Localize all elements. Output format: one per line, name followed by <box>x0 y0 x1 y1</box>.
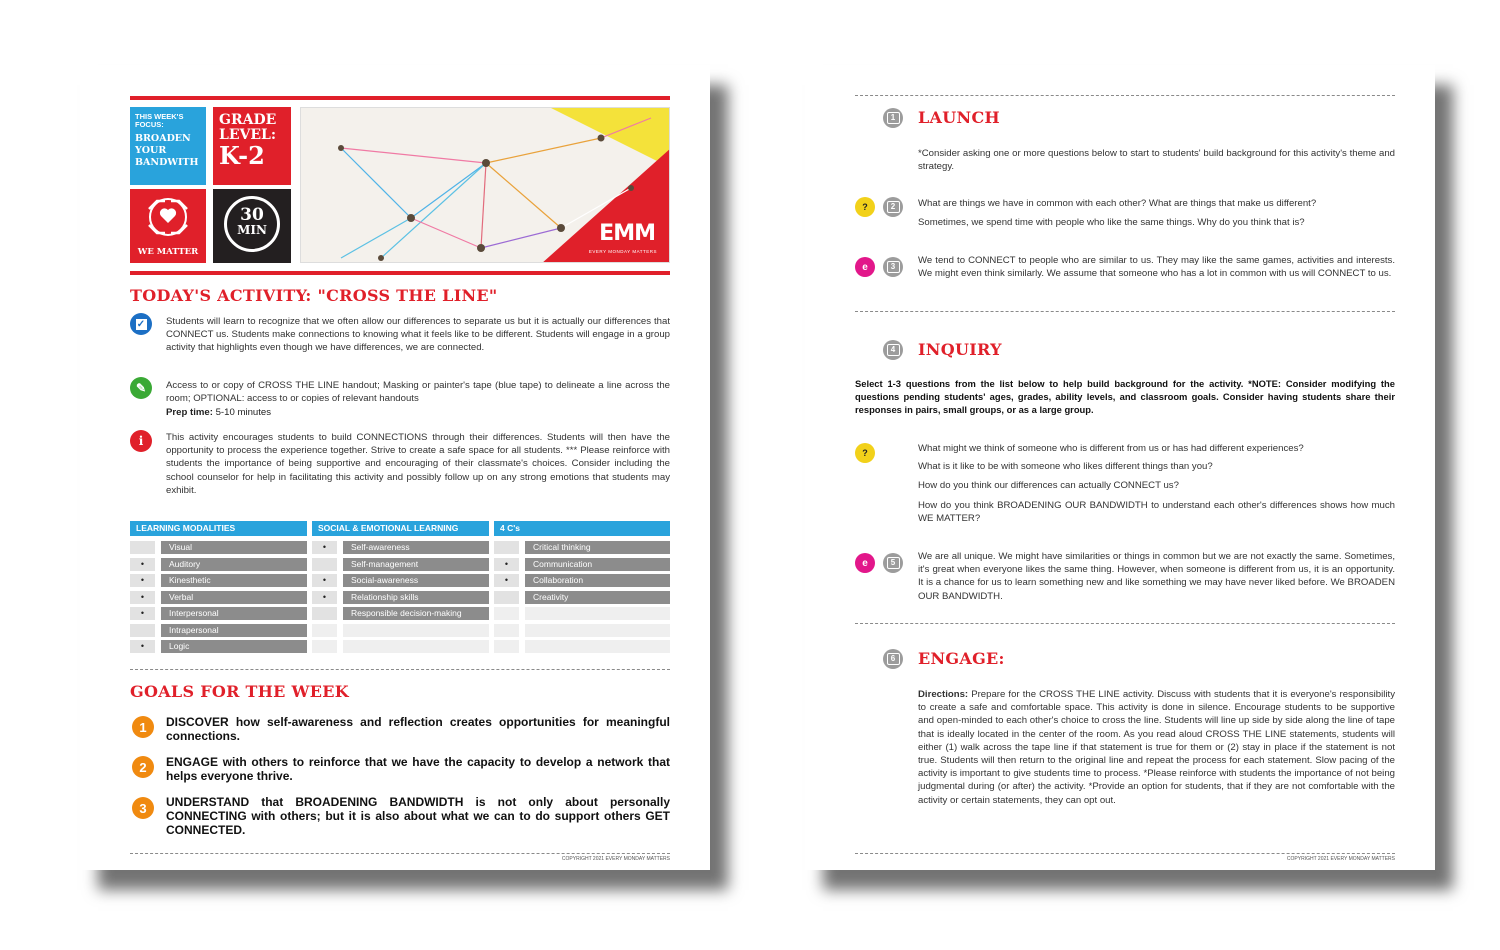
step-number: 1 <box>887 112 900 124</box>
materials-text: Access to or copy of CROSS THE LINE handout; Masking or painter's tape (blue tape) to delineate a line across the room; OPTIONAL: access to or copies of relevant handouts <box>166 380 670 405</box>
sel-label: Social-awareness <box>343 574 489 587</box>
table-row <box>130 640 670 653</box>
grade-box <box>213 107 291 185</box>
inquiry-title: INQUIRY <box>918 340 1002 359</box>
pencil-icon: ✎ <box>130 377 152 399</box>
cs-dot <box>494 541 519 554</box>
launch-question: Sometimes, we spend time with people who like the same things. Why do you think that is? <box>918 217 1305 228</box>
objective-text: Students will learn to recognize that we often allow our differences to separate us but it is actually our differences that CONNECT us. Students make connections to knowing what it feels like to be different. Students will engage in a group activity that highlights even though we have differences, we are connected. <box>166 316 670 354</box>
focus-value: BROADEN YOUR BANDWITH <box>135 133 199 168</box>
modality-label: Intrapersonal <box>161 624 307 637</box>
divider <box>130 669 670 670</box>
brand-subtitle: EVERY MONDAY MATTERS <box>588 249 657 254</box>
sel-label: Self-awareness <box>343 541 489 554</box>
cs-label-empty <box>525 640 670 653</box>
we-matter-label: WE MATTER <box>137 247 199 257</box>
info-icon: i <box>130 430 152 452</box>
modality-dot: • <box>130 640 155 653</box>
brand-logo: EMM <box>599 221 655 246</box>
engage-icon: e <box>855 553 875 573</box>
divider <box>855 311 1395 312</box>
network-photo <box>300 107 670 263</box>
modality-label: Visual <box>161 541 307 554</box>
engage-directions <box>918 688 1395 807</box>
cs-label: Communication <box>525 558 670 571</box>
cs-dot: • <box>494 558 519 571</box>
modality-dot: • <box>130 607 155 620</box>
grade-value: K-2 <box>219 141 265 170</box>
we-matter-box <box>130 189 206 263</box>
modality-label: Verbal <box>161 591 307 604</box>
step-number: 5 <box>887 557 900 569</box>
copyright: COPYRIGHT 2021 EVERY MONDAY MATTERS <box>561 856 670 862</box>
sel-dot: • <box>312 574 337 587</box>
step-number: 4 <box>887 344 900 356</box>
cs-label: Critical thinking <box>525 541 670 554</box>
prep-label: Prep time: <box>166 407 213 418</box>
focus-label: THIS WEEK'S FOCUS: <box>135 112 184 129</box>
sel-label-empty <box>343 640 489 653</box>
cs-dot-empty <box>494 624 519 637</box>
sel-dot <box>312 607 337 620</box>
goal-text: UNDERSTAND that BROADENING BANDWIDTH is not only about personally CONNECTING with others; but it is also about what we can to do support others GET CONNECTED. <box>166 795 670 837</box>
grade-label: GRADE LEVEL: <box>219 112 277 143</box>
sel-label-empty <box>343 624 489 637</box>
modalities-table <box>130 521 670 661</box>
directions-label: Directions: <box>918 689 969 700</box>
step-4-icon <box>883 340 903 360</box>
modality-dot: • <box>130 574 155 587</box>
directions-text: Prepare for the CROSS THE LINE activity. Discuss with students that it is everyone's responsibility to create a safe and comfortable space. This activity is done in silence. Encourage students to be supportive and open-minded to each other's choice to cross the line. Students will line up side by side along the line of tape that is ideally located in the center of the room. As you read aloud CROSS THE LINE statements, students will either (1) walk across the tape line if that statement is true for them or (2) stay in place if the statement is not true. Students will then return to the original line and repeat the process for each statement. Slow pacing of the activity is important to give students time to process. *Please reinforce with students the importance of not being judgmental during (or after) the activity. *Provide an option for students, that if they are not comfortable with the activity or certain statements, they can opt out. <box>918 689 1395 806</box>
inquiry-question: What might we think of someone who is different from us or has had different experiences? <box>918 443 1304 454</box>
inquiry-intro: Select 1-3 questions from the list below to help build background for the activity. *NOTE: Consider modifying the questions pending students' ages, grades, ability levels, and classroom goals. Consider having students share their responses in pairs, small groups, or as a large group. <box>855 378 1395 416</box>
sel-dot: • <box>312 541 337 554</box>
focus-box <box>130 107 206 185</box>
activity-title: TODAY'S ACTIVITY: "CROSS THE LINE" <box>130 286 498 305</box>
cs-label: Creativity <box>525 591 670 604</box>
sel-label: Relationship skills <box>343 591 489 604</box>
step-1-icon <box>883 108 903 128</box>
cs-label-empty <box>525 607 670 620</box>
launch-title: LAUNCH <box>918 108 1000 127</box>
engage-title: ENGAGE: <box>918 649 1005 668</box>
divider <box>855 623 1395 624</box>
prep-value: 5-10 minutes <box>212 407 272 418</box>
question-icon: ? <box>855 443 875 463</box>
inquiry-question: How do you think BROADENING OUR BANDWIDTH to understand each other's differences shows how much WE MATTER? <box>918 500 1395 525</box>
modality-dot: • <box>130 558 155 571</box>
header-sel: SOCIAL & EMOTIONAL LEARNING <box>312 521 489 536</box>
inquiry-question: What is it like to be with someone who likes different things than you? <box>918 461 1213 472</box>
info-text: This activity encourages students to build CONNECTIONS through their differences. Students will then have the opportunity to process the experience together. Strive to create a safe space for all students. *** Please reinforce with students the importance of being supportive and encouraging of their classmate's choices. Consider including the school counselor for help in facilitating this activity and possibly follow up on any strong emotions that students may exhibit. <box>166 432 670 496</box>
cs-label-empty <box>525 624 670 637</box>
footer-divider <box>130 853 670 854</box>
prep-time <box>166 407 271 418</box>
modality-label: Interpersonal <box>161 607 307 620</box>
footer-divider <box>855 853 1395 854</box>
step-5-icon <box>883 553 903 573</box>
top-divider <box>855 95 1395 96</box>
goals-title: GOALS FOR THE WEEK <box>130 682 350 701</box>
table-row <box>130 624 670 637</box>
table-row <box>130 541 670 554</box>
minutes-value: 30 <box>240 205 264 225</box>
goal-number: 1 <box>132 716 154 738</box>
header-4cs: 4 C's <box>494 521 670 536</box>
sel-dot: • <box>312 591 337 604</box>
goal-text: ENGAGE with others to reinforce that we have the capacity to develop a network that helps everyone thrive. <box>166 755 670 783</box>
inquiry-question: How do you think our differences can actually CONNECT us? <box>918 480 1179 491</box>
sel-label: Responsible decision-making <box>343 607 489 620</box>
sel-dot-empty <box>312 624 337 637</box>
step-number: 3 <box>887 261 900 273</box>
sel-label: Self-management <box>343 558 489 571</box>
modality-label: Logic <box>161 640 307 653</box>
cs-dot <box>494 591 519 604</box>
question-icon: ? <box>855 197 875 217</box>
table-row <box>130 558 670 571</box>
table-row <box>130 607 670 620</box>
modality-dot <box>130 624 155 637</box>
sel-dot-empty <box>312 640 337 653</box>
modality-dot <box>130 541 155 554</box>
copyright: COPYRIGHT 2021 EVERY MONDAY MATTERS <box>1286 856 1395 862</box>
worksheet-page-1 <box>80 65 710 870</box>
launch-question: What are things we have in common with each other? What are things that make us different? <box>918 198 1317 209</box>
cs-dot: • <box>494 574 519 587</box>
inquiry-statement: We are all unique. We might have similarities or things in common but we are not exactly the same. Sometimes, it's great when everyone likes the same thing. However, when someone is different from us, it is an opportunity. It is a chance for us to learn something new and like something we may have never liked before. We BROADEN OUR BANDWIDTH. <box>918 551 1395 602</box>
step-number: 6 <box>887 653 900 665</box>
checkbox-icon: ✓ <box>130 313 152 335</box>
step-number: 2 <box>887 201 900 213</box>
top-red-bar <box>130 96 670 100</box>
time-box <box>213 189 291 263</box>
cs-dot-empty <box>494 607 519 620</box>
goal-number: 2 <box>132 756 154 778</box>
goal-number: 3 <box>132 797 154 819</box>
sel-dot <box>312 558 337 571</box>
modality-label: Auditory <box>161 558 307 571</box>
launch-statement: We tend to CONNECT to people who are similar to us. They may like the same games, activities and interests. We might even think similarly. We assume that someone who has a lot in common with us will CONNECT to us. <box>918 255 1395 280</box>
engage-icon: e <box>855 257 875 277</box>
step-6-icon <box>883 649 903 669</box>
minutes-label: MIN <box>237 223 267 237</box>
step-3-icon <box>883 257 903 277</box>
modality-dot: • <box>130 591 155 604</box>
cs-dot-empty <box>494 640 519 653</box>
step-2-icon <box>883 197 903 217</box>
table-row <box>130 574 670 587</box>
modality-label: Kinesthetic <box>161 574 307 587</box>
table-row <box>130 591 670 604</box>
hands-heart-icon <box>143 195 193 243</box>
launch-intro: *Consider asking one or more questions below to start to students' build background for this activity's theme and strategy. <box>918 148 1395 173</box>
cs-label: Collaboration <box>525 574 670 587</box>
header-learning-modalities: LEARNING MODALITIES <box>130 521 307 536</box>
header-bottom-bar <box>130 271 670 275</box>
worksheet-page-2 <box>805 65 1435 870</box>
goal-text: DISCOVER how self-awareness and reflection creates opportunities for meaningful connections. <box>166 715 670 743</box>
